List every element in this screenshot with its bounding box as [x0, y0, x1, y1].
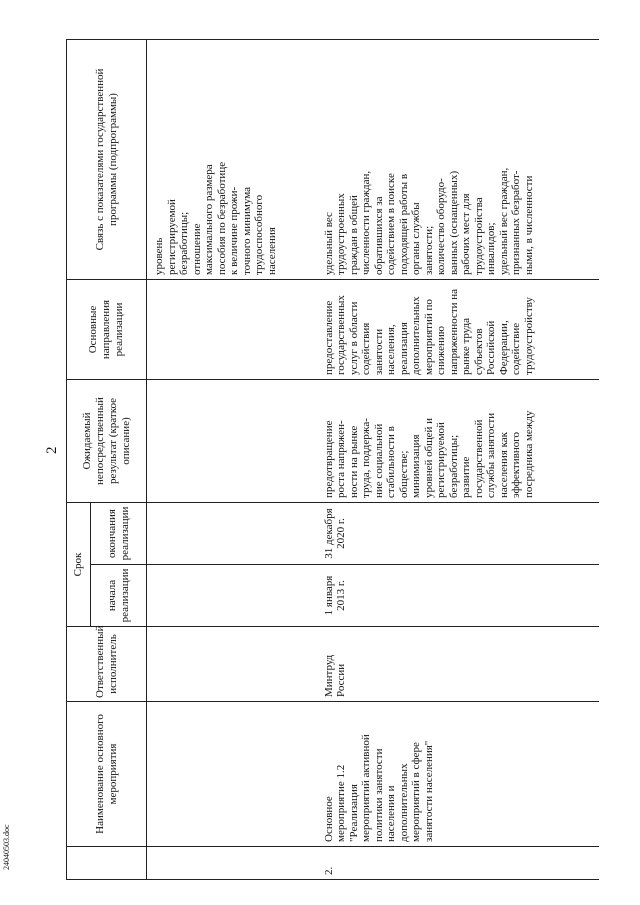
cell-executor: Минтруд России	[317, 627, 599, 702]
program-activities-table	[66, 39, 599, 880]
cell-result	[147, 380, 307, 503]
header-number-cell	[67, 847, 147, 880]
cell-start-date: 1 января 2013 г.	[317, 565, 599, 627]
header-program-indicators: Связь с показателями государственной программы (подпрограммы)	[67, 40, 147, 280]
table-header	[67, 40, 147, 880]
header-activity-name: Наименование основного мероприятия	[67, 702, 147, 847]
cell-end	[147, 503, 307, 565]
header-executor: Ответственный исполнитель	[67, 627, 147, 702]
cell-directions	[147, 280, 307, 380]
cell-end-date: 31 декабря 2020 г.	[317, 503, 599, 565]
header-end-date: окончания реализации	[91, 503, 147, 565]
cell-name	[147, 702, 307, 847]
row-spacer	[307, 40, 317, 880]
rotated-table-frame	[66, 40, 588, 880]
cell-start	[147, 565, 307, 627]
header-expected-result: Ожидаемый непосредственный результат (краткое описание)	[67, 380, 147, 503]
header-start-date: начала реализации	[91, 565, 147, 627]
header-term: Срок	[67, 503, 91, 627]
cell-main-directions: предоставление государственных услуг в области содействия занятости населения, реализация дополнительных мероприятий по снижению напряженности на рынке труда субъектов Российской Федерации, содействие трудоустройству	[317, 280, 599, 380]
cell-activity-name: Основное мероприятие 1.2 "Реализация мероприятий активной политики занятости населения и дополнительных мероприятий в сфере занятости населения"	[317, 702, 599, 847]
header-main-directions: Основные направления реализации	[67, 280, 147, 380]
cell-row-number: 2.	[317, 847, 599, 880]
table-row-2	[317, 40, 599, 880]
table-row-continuation	[147, 40, 307, 880]
cell-executor	[147, 627, 307, 702]
cell-indicators: уровень регистрируемой безработицы; отношение максимального размера пособия по безработице к величине прожи- точного минимума трудоспособного населения	[147, 40, 307, 280]
cell-program-indicators: удельный вес трудоустроенных граждан в общей численности граждан, обратившихся за содействием в поиске подходящей работы в органы службы занятости; количество оборудо- ванных (оснащенных) рабочих мест для трудоустройства инвалидов; удельный вес граждан, признанных безработ- ными, в численности	[317, 40, 599, 280]
cell-number	[147, 847, 307, 880]
page-number: 2	[44, 446, 60, 454]
document-file-stamp: 24040503.doc	[2, 824, 11, 870]
cell-expected-result: предотвращение роста напряжен- ности на рынке труда, поддержа- ние социальной стабильности в обществе; минимизация уровней общей и регистрируемой безработицы; развитие государственной службы занятости населения как эффективного посредника между	[317, 380, 599, 503]
